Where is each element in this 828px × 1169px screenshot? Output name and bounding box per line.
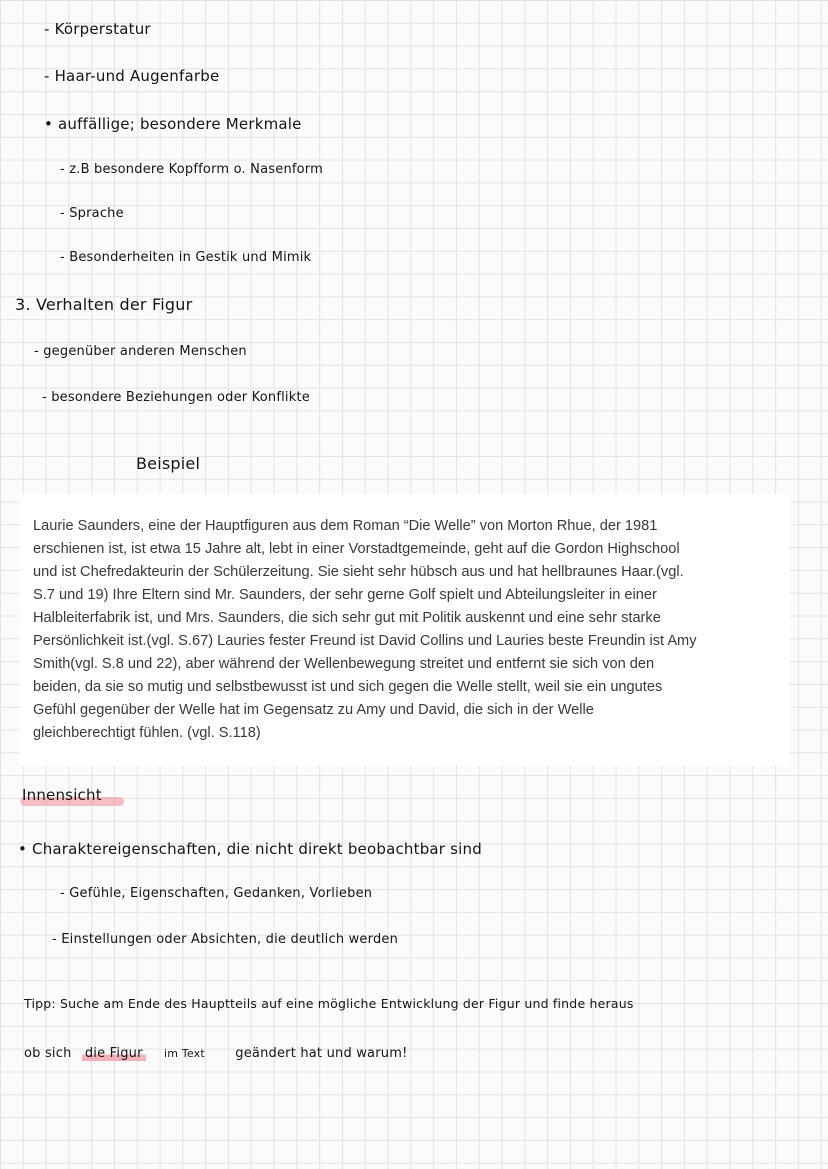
tip-text-end: geändert hat und warum!: [235, 1046, 408, 1061]
example-line: Persönlichkeit ist.(vgl. S.67) Lauries fester Freund ist David Collins und Lauries beste Freundin ist Amy: [33, 633, 697, 649]
behavior-heading: 3. Verhalten der Figur: [15, 295, 193, 314]
example-line: erschienen ist, ist etwa 15 Jahre alt, lebt in einer Vorstadtgemeinde, geht auf die Gordon Highschool: [33, 541, 680, 557]
example-line: gleichberechtigt fühlen. (vgl. S.118): [33, 725, 261, 741]
feature-kopfform: - z.B besondere Kopfform o. Nasenform: [60, 162, 323, 177]
example-heading: Beispiel: [136, 454, 201, 473]
behavior-item-relations: - besondere Beziehungen oder Konflikte: [42, 390, 310, 405]
inner-item-feelings: - Gefühle, Eigenschaften, Gedanken, Vorlieben: [60, 886, 373, 901]
example-line: beiden, da sie so mutig und selbstbewusst ist und sich gegen die Welle stellt, weil sie ein ungutes: [33, 679, 663, 695]
feature-koerperstatur: - Körperstatur: [44, 20, 151, 38]
example-paragraph: [33, 515, 793, 745]
example-line: S.7 und 19) Ihre Eltern sind Mr. Saunders, der sehr gerne Golf spielt und Abteilungsleiter in einer: [33, 587, 657, 603]
tip-highlight-die-figur: die Figur: [82, 1046, 146, 1061]
behavior-item-others: - gegenüber anderen Menschen: [34, 344, 247, 359]
inner-bullet: • Charaktereigenschaften, die nicht direkt beobachtbar sind: [18, 840, 482, 858]
inner-item-attitudes: - Einstellungen oder Absichten, die deutlich werden: [52, 932, 399, 947]
tip-line-2: [24, 1046, 408, 1061]
feature-sprache: - Sprache: [60, 206, 124, 221]
example-line: Laurie Saunders, eine der Hauptfiguren aus dem Roman “Die Welle” von Morton Rhue, der 1981: [33, 518, 658, 534]
feature-merkmale: • auffällige; besondere Merkmale: [44, 115, 302, 133]
tip-text-mid: im Text: [163, 1047, 205, 1060]
feature-haar-augenfarbe: - Haar-und Augenfarbe: [44, 67, 220, 85]
example-line: Halbleiterfabrik ist, und Mrs. Saunders, die sich sehr gut mit Politik auskennt und eine sehr starke: [33, 610, 661, 626]
tip-line-1: Tipp: Suche am Ende des Hauptteils auf eine mögliche Entwicklung der Figur und finde heraus: [24, 996, 634, 1011]
example-line: Smith(vgl. S.8 und 22), aber während der Wellenbewegung streitet und entfernt sie sich von den: [33, 656, 655, 672]
feature-gestik-mimik: - Besonderheiten in Gestik und Mimik: [60, 250, 312, 265]
tip-text-start: ob sich: [24, 1046, 72, 1061]
example-line: Gefühl gegenüber der Welle hat im Gegensatz zu Amy und David, die sich in der Welle: [33, 702, 594, 718]
example-line: und ist Chefredakteurin der Schülerzeitung. Sie sieht sehr hübsch aus und hat hellbraunes Haar.(vgl.: [33, 564, 684, 580]
inner-heading: Innensicht: [22, 786, 102, 804]
